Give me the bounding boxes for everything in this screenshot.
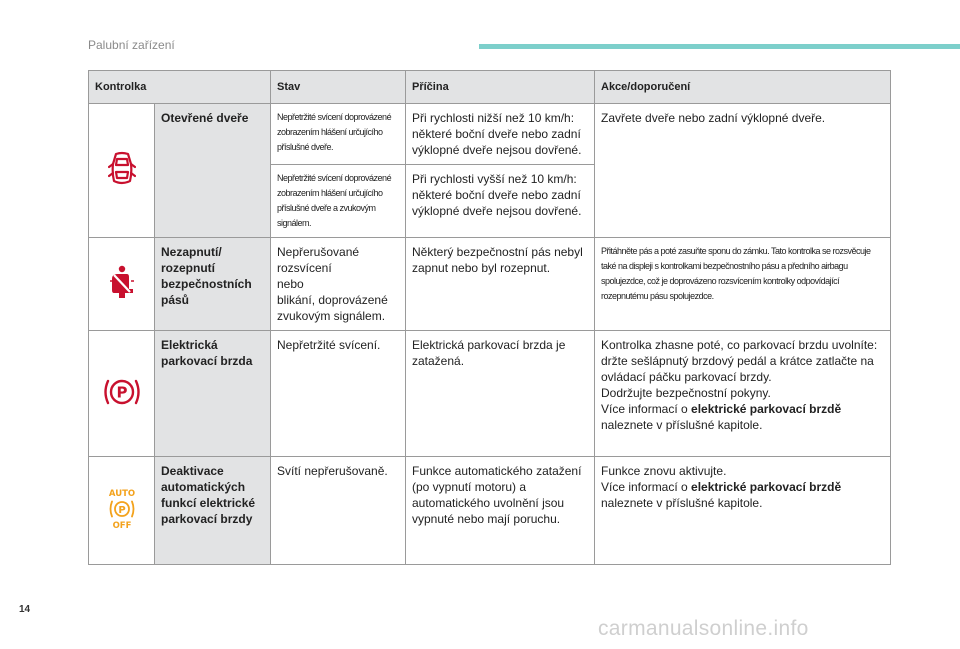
row-cause-auto-off: Funkce automatického zatažení (po vypnutí motoru) a automatického uvolnění jsou vypnuté nebo mají poruchu. — [406, 457, 595, 565]
page-section-title: Palubní zařízení — [88, 38, 175, 52]
more-info-suffix: naleznete v příslušné kapitole. — [601, 418, 763, 432]
state-line: rozsvícení — [277, 261, 332, 275]
parking-brake-icon-cell — [89, 331, 155, 457]
auto-p-off-icon — [104, 487, 140, 531]
warning-lights-table — [88, 70, 891, 565]
row-action-auto-off — [595, 457, 891, 565]
door-open-icon — [108, 151, 136, 187]
more-info-suffix: naleznete v příslušné kapitole. — [601, 496, 763, 510]
seatbelt-icon — [109, 265, 135, 299]
row-name-parking-brake: Elektrická parkovací brzda — [155, 331, 271, 457]
row-state-door-2: Nepřetržité svícení doprovázené zobrazením hlášení určujícího příslušné dveře a zvukovým signálem. — [271, 165, 406, 238]
row-cause-seatbelt: Některý bezpečnostní pás nebyl zapnut nebo byl rozepnut. — [406, 238, 595, 331]
door-icon-cell — [89, 104, 155, 238]
svg-text:P: P — [116, 383, 127, 401]
action-line: Funkce znovu aktivujte. — [601, 464, 727, 478]
state-line: blikání, doprovázené zvukovým signálem. — [277, 293, 388, 323]
row-action-seatbelt: Přitáhněte pás a poté zasuňte sponu do zámku. Tato kontrolka se rozsvěcuje také na displeji s kontrolkami bezpečnostního pásu a předního airbagu spolujezdce, což je doprovázeno rozsvícením kontrolky odpovídající rozepnutému pásu spolujezdce. — [595, 238, 891, 331]
column-header-kontrolka: Kontrolka — [89, 71, 271, 104]
table-row — [89, 331, 891, 457]
row-name-seatbelt: Nezapnutí/ rozepnutí bezpečnostních pásů — [155, 238, 271, 331]
column-header-pricina: Příčina — [406, 71, 595, 104]
state-line: Nepřerušované — [277, 245, 360, 259]
row-name-door: Otevřené dveře — [155, 104, 271, 238]
action-line-more-info — [601, 479, 884, 511]
row-cause-door: Při rychlosti nižší než 10 km/h: některé boční dveře nebo zadní výklopné dveře nejsou dovřené. — [406, 104, 595, 165]
parking-brake-icon — [102, 375, 142, 409]
column-header-akce: Akce/doporučení — [595, 71, 891, 104]
icon-label-top: AUTO — [108, 488, 135, 499]
row-action-parking-brake — [595, 331, 891, 457]
row-cause-door-2: Při rychlosti vyšší než 10 km/h: některé boční dveře nebo zadní výklopné dveře nejsou dovřené. — [406, 165, 595, 238]
row-state-parking-brake: Nepřetržité svícení. — [271, 331, 406, 457]
row-state-auto-off: Svítí nepřerušovaně. — [271, 457, 406, 565]
icon-label-mid: P — [117, 504, 126, 516]
table-header-row — [89, 71, 891, 104]
page-number: 14 — [19, 604, 31, 615]
more-info-prefix: Více informací o — [601, 480, 692, 494]
state-line: nebo — [277, 277, 304, 291]
seatbelt-icon-cell — [89, 238, 155, 331]
row-state-door: Nepřetržité svícení doprovázené zobrazením hlášení určujícího příslušné dveře. — [271, 104, 406, 165]
column-header-stav: Stav — [271, 71, 406, 104]
table-row — [89, 457, 891, 565]
more-info-topic: elektrické parkovací brzdě — [691, 402, 842, 416]
row-name-auto-off: Deaktivace automatických funkcí elektrické parkovací brzdy — [155, 457, 271, 565]
action-line: Dodržujte bezpečnostní pokyny. — [601, 386, 771, 400]
more-info-topic: elektrické parkovací brzdě — [691, 480, 842, 494]
header-accent-bar — [479, 44, 960, 49]
watermark: carmanualsonline.info — [598, 617, 809, 640]
table-row — [89, 238, 891, 331]
more-info-prefix: Více informací o — [601, 402, 692, 416]
table-row — [89, 104, 891, 165]
row-action-door: Zavřete dveře nebo zadní výklopné dveře. — [595, 104, 891, 238]
icon-label-bottom: OFF — [112, 520, 131, 531]
action-line-more-info — [601, 401, 884, 433]
auto-p-off-icon-cell — [89, 457, 155, 565]
row-state-seatbelt — [271, 238, 406, 331]
row-cause-parking-brake: Elektrická parkovací brzda je zatažená. — [406, 331, 595, 457]
action-line: Kontrolka zhasne poté, co parkovací brzdu uvolníte: držte sešlápnutý brzdový pedál a krátce zatlačte na ovládací páčku parkovací brzdy. — [601, 338, 878, 384]
